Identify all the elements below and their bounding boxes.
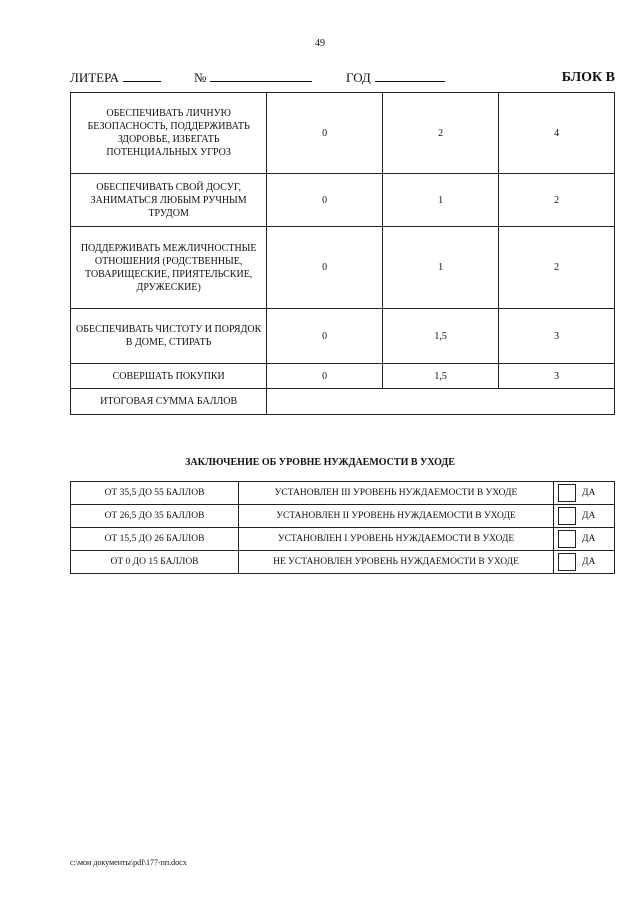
litera-field	[70, 70, 161, 86]
answer-label: ДА	[582, 488, 596, 498]
conclusion-row	[71, 551, 615, 574]
checkbox[interactable]	[558, 553, 576, 571]
score-cell[interactable]: 2	[383, 93, 499, 174]
score-range: ОТ 35,5 ДО 55 БАЛЛОВ	[71, 482, 239, 505]
score-cell[interactable]: 2	[499, 174, 615, 227]
answer-cell	[554, 482, 615, 505]
score-cell[interactable]: 0	[267, 364, 383, 389]
care-level: УСТАНОВЛЕН II УРОВЕНЬ НУЖДАЕМОСТИ В УХОДЕ	[239, 505, 554, 528]
total-value-cell[interactable]	[267, 389, 615, 415]
care-level: УСТАНОВЛЕН III УРОВЕНЬ НУЖДАЕМОСТИ В УХОДЕ	[239, 482, 554, 505]
score-table	[70, 92, 615, 415]
form-header	[70, 70, 615, 90]
answer-cell	[554, 505, 615, 528]
table-row	[71, 93, 615, 174]
answer-label: ДА	[582, 534, 596, 544]
year-label: ГОД	[346, 70, 371, 85]
answer-cell	[554, 551, 615, 574]
score-cell[interactable]: 0	[267, 309, 383, 364]
page-number: 49	[315, 38, 325, 49]
score-cell[interactable]: 4	[499, 93, 615, 174]
table-row	[71, 227, 615, 309]
block-title: БЛОК В	[561, 70, 615, 85]
checkbox[interactable]	[558, 507, 576, 525]
checkbox[interactable]	[558, 484, 576, 502]
answer-label: ДА	[582, 511, 596, 521]
table-row	[71, 364, 615, 389]
score-cell[interactable]: 0	[267, 93, 383, 174]
conclusion-row	[71, 528, 615, 551]
year-field	[346, 70, 445, 86]
conclusion-title: ЗАКЛЮЧЕНИЕ ОБ УРОВНЕ НУЖДАЕМОСТИ В УХОДЕ	[185, 457, 455, 468]
year-blank[interactable]	[375, 70, 445, 82]
activity-cell: ПОДДЕРЖИВАТЬ МЕЖЛИЧНОСТНЫЕ ОТНОШЕНИЯ (РОДСТВЕННЫЕ, ТОВАРИЩЕСКИЕ, ПРИЯТЕЛЬСКИЕ, ДРУЖЕСКИЕ)	[71, 227, 267, 309]
score-cell[interactable]: 1,5	[383, 364, 499, 389]
activity-cell: ОБЕСПЕЧИВАТЬ СВОЙ ДОСУГ, ЗАНИМАТЬСЯ ЛЮБЫМ РУЧНЫМ ТРУДОМ	[71, 174, 267, 227]
checkbox[interactable]	[558, 530, 576, 548]
conclusion-row	[71, 505, 615, 528]
total-label: ИТОГОВАЯ СУММА БАЛЛОВ	[71, 389, 267, 415]
score-cell[interactable]: 1	[383, 227, 499, 309]
score-cell[interactable]: 3	[499, 309, 615, 364]
score-cell[interactable]: 0	[267, 227, 383, 309]
score-cell[interactable]: 1,5	[383, 309, 499, 364]
activity-cell: СОВЕРШАТЬ ПОКУПКИ	[71, 364, 267, 389]
total-row	[71, 389, 615, 415]
score-range: ОТ 26,5 ДО 35 БАЛЛОВ	[71, 505, 239, 528]
score-cell[interactable]: 0	[267, 174, 383, 227]
score-range: ОТ 0 ДО 15 БАЛЛОВ	[71, 551, 239, 574]
litera-blank[interactable]	[123, 70, 161, 82]
conclusion-table	[70, 481, 615, 574]
activity-cell: ОБЕСПЕЧИВАТЬ ЛИЧНУЮ БЕЗОПАСНОСТЬ, ПОДДЕРЖИВАТЬ ЗДОРОВЬЕ, ИЗБЕГАТЬ ПОТЕНЦИАЛЬНЫХ УГРОЗ	[71, 93, 267, 174]
number-label: №	[194, 70, 207, 85]
answer-label: ДА	[582, 557, 596, 567]
score-cell[interactable]: 1	[383, 174, 499, 227]
activity-cell: ОБЕСПЕЧИВАТЬ ЧИСТОТУ И ПОРЯДОК В ДОМЕ, СТИРАТЬ	[71, 309, 267, 364]
table-row	[71, 174, 615, 227]
file-path: c:\мои документы\pdf\177-пп.docx	[70, 858, 187, 867]
answer-cell	[554, 528, 615, 551]
table-row	[71, 309, 615, 364]
litera-label: ЛИТЕРА	[70, 70, 120, 85]
care-level: УСТАНОВЛЕН I УРОВЕНЬ НУЖДАЕМОСТИ В УХОДЕ	[239, 528, 554, 551]
number-field	[194, 70, 312, 86]
score-range: ОТ 15,5 ДО 26 БАЛЛОВ	[71, 528, 239, 551]
number-blank[interactable]	[210, 70, 312, 82]
score-cell[interactable]: 3	[499, 364, 615, 389]
score-cell[interactable]: 2	[499, 227, 615, 309]
care-level: НЕ УСТАНОВЛЕН УРОВЕНЬ НУЖДАЕМОСТИ В УХОДЕ	[239, 551, 554, 574]
conclusion-row	[71, 482, 615, 505]
